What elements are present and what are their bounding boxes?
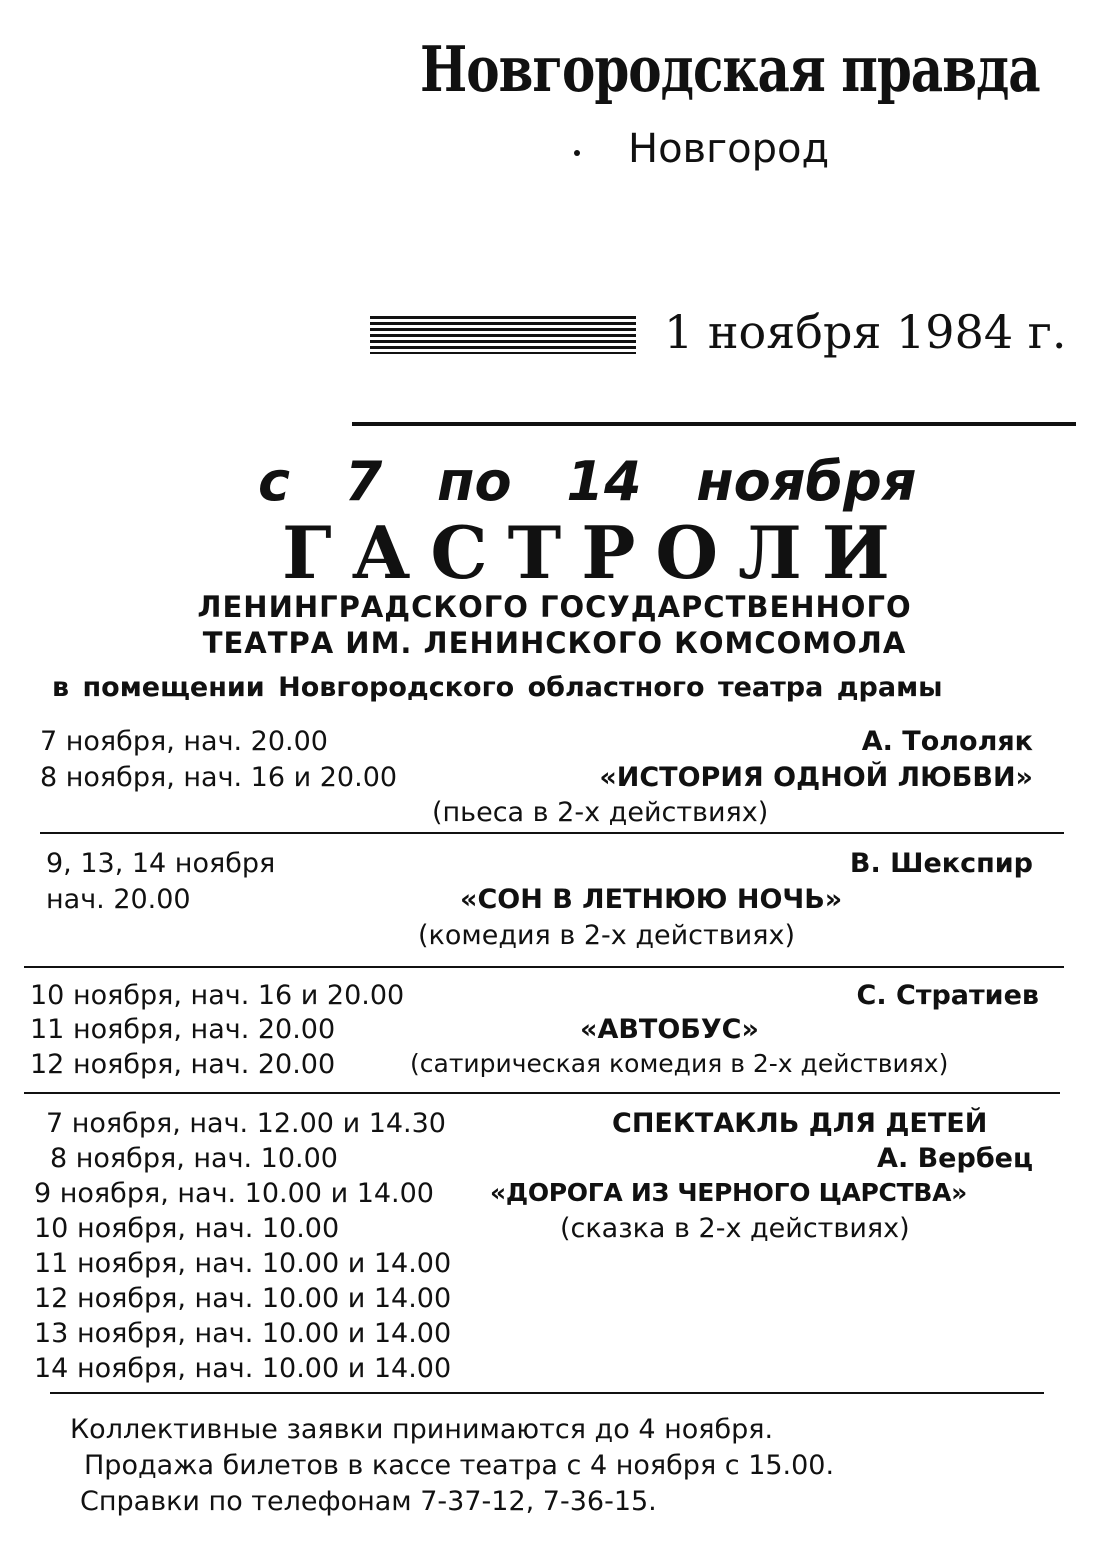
show-3-title: «АВТОБУС» xyxy=(580,1014,759,1045)
show-4-genre: (сказка в 2-х действиях) xyxy=(560,1213,910,1244)
footer-line-2: Продажа билетов в кассе театра с 4 ноября с 15.00. xyxy=(84,1450,835,1481)
newspaper-city: Новгород xyxy=(628,126,830,172)
venue-line: в помещении Новгородского областного театра драмы xyxy=(52,672,943,703)
tour-period: с 7 по 14 ноября xyxy=(258,450,917,513)
top-divider xyxy=(352,422,1076,426)
divider-2 xyxy=(24,966,1064,968)
show-2-author: В. Шекспир xyxy=(849,848,1033,879)
footer-line-3: Справки по телефонам 7-37-12, 7-36-15. xyxy=(80,1486,657,1517)
show-4-date-6: 12 ноября, нач. 10.00 и 14.00 xyxy=(34,1283,452,1314)
show-4-date-8: 14 ноября, нач. 10.00 и 14.00 xyxy=(34,1353,452,1384)
show-1-date-1: 7 ноября, нач. 20.00 xyxy=(40,726,328,757)
show-3-genre: (сатирическая комедия в 2-х действиях) xyxy=(410,1049,949,1078)
show-2-title: «СОН В ЛЕТНЮЮ НОЧЬ» xyxy=(460,884,843,915)
show-4-title: «ДОРОГА ИЗ ЧЕРНОГО ЦАРСТВА» xyxy=(490,1178,967,1207)
show-3-author: С. Стратиев xyxy=(856,980,1039,1011)
show-4-date-2: 8 ноября, нач. 10.00 xyxy=(50,1143,338,1174)
tour-title: ГАСТРОЛИ xyxy=(282,510,910,595)
show-1-title: «ИСТОРИЯ ОДНОЙ ЛЮБВИ» xyxy=(599,762,1033,793)
divider-1 xyxy=(40,832,1064,834)
show-4-date-5: 11 ноября, нач. 10.00 и 14.00 xyxy=(34,1248,452,1279)
date-decorative-rule xyxy=(370,316,636,354)
show-3-date-1: 10 ноября, нач. 16 и 20.00 xyxy=(30,980,405,1011)
children-show-label: СПЕКТАКЛЬ ДЛЯ ДЕТЕЙ xyxy=(612,1108,988,1139)
publication-date: 1 ноября 1984 г. xyxy=(664,305,1067,359)
show-4-date-1: 7 ноября, нач. 12.00 и 14.30 xyxy=(46,1108,446,1139)
show-4-date-4: 10 ноября, нач. 10.00 xyxy=(34,1213,340,1244)
bullet-dot xyxy=(574,150,580,156)
theatre-name-line-1: ЛЕНИНГРАДСКОГО ГОСУДАРСТВЕННОГО xyxy=(197,590,912,624)
show-4-author: А. Вербец xyxy=(877,1143,1033,1174)
newspaper-title: Новгородская правда xyxy=(420,32,1040,106)
show-1-date-2: 8 ноября, нач. 16 и 20.00 xyxy=(40,762,398,793)
show-2-date-2: нач. 20.00 xyxy=(46,884,191,915)
divider-3 xyxy=(24,1092,1060,1094)
show-4-date-7: 13 ноября, нач. 10.00 и 14.00 xyxy=(34,1318,452,1349)
show-1-author: А. Тололяк xyxy=(861,726,1033,757)
show-1-genre: (пьеса в 2-х действиях) xyxy=(432,797,769,828)
theatre-name-line-2: ТЕАТРА ИМ. ЛЕНИНСКОГО КОМСОМОЛА xyxy=(202,626,907,660)
show-3-date-2: 11 ноября, нач. 20.00 xyxy=(30,1014,336,1045)
divider-4 xyxy=(50,1392,1044,1394)
show-2-date-1: 9, 13, 14 ноября xyxy=(46,848,276,879)
show-2-genre: (комедия в 2-х действиях) xyxy=(418,920,795,951)
footer-line-1: Коллективные заявки принимаются до 4 ноября. xyxy=(70,1414,774,1445)
show-3-date-3: 12 ноября, нач. 20.00 xyxy=(30,1049,336,1080)
show-4-date-3: 9 ноября, нач. 10.00 и 14.00 xyxy=(34,1178,434,1209)
